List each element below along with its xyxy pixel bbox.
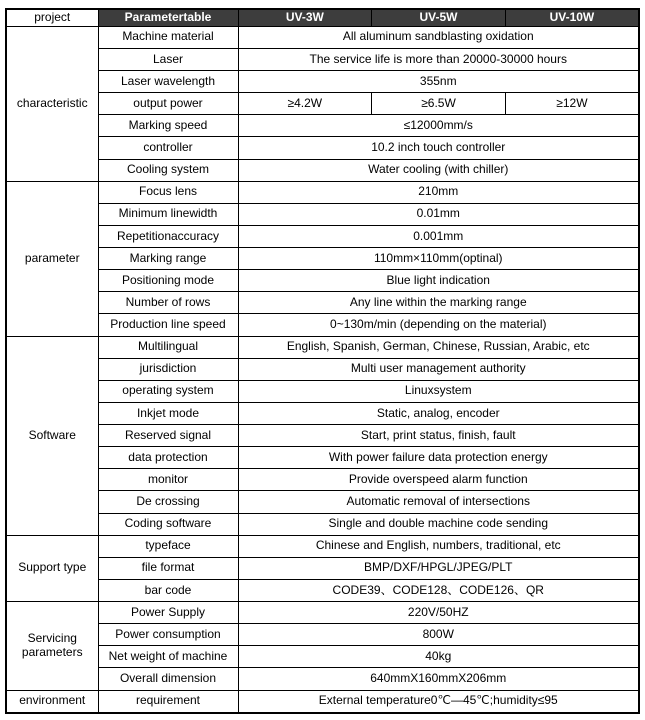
param-cell-multilingual: Multilingual — [98, 336, 238, 358]
header-row — [6, 9, 639, 26]
table-row — [6, 469, 639, 491]
param-cell-output-power: output power — [98, 93, 238, 115]
table-row — [6, 336, 639, 358]
table-row — [6, 181, 639, 203]
param-cell-power-supply: Power Supply — [98, 602, 238, 624]
value-cell-net-weight-of-machine: 40kg — [238, 646, 639, 668]
value-cell-multilingual: English, Spanish, German, Chinese, Russian, Arabic, etc — [238, 336, 639, 358]
value-cell-output-power-model-0: ≥4.2W — [238, 93, 372, 115]
value-cell-marking-speed: ≤12000mm/s — [238, 115, 639, 137]
value-cell-production-line-speed: 0~130m/min (depending on the material) — [238, 314, 639, 336]
table-row — [6, 668, 639, 690]
table-row — [6, 159, 639, 181]
spec-table — [5, 8, 640, 714]
table-row — [6, 624, 639, 646]
value-cell-repetitionaccuracy: 0.001mm — [238, 225, 639, 247]
header-model-uv-3w: UV-3W — [238, 9, 372, 26]
table-row — [6, 137, 639, 159]
table-row — [6, 248, 639, 270]
table-row — [6, 71, 639, 93]
value-cell-controller: 10.2 inch touch controller — [238, 137, 639, 159]
param-cell-bar-code: bar code — [98, 579, 238, 601]
value-cell-requirement: External temperature0℃—45℃;humidity≤95 — [238, 690, 639, 713]
table-row — [6, 225, 639, 247]
value-cell-de-crossing: Automatic removal of intersections — [238, 491, 639, 513]
table-row — [6, 402, 639, 424]
header-project: project — [6, 9, 98, 26]
param-cell-repetitionaccuracy: Repetitionaccuracy — [98, 225, 238, 247]
param-cell-laser-wavelength: Laser wavelength — [98, 71, 238, 93]
value-cell-typeface: Chinese and English, numbers, traditional, etc — [238, 535, 639, 557]
value-cell-power-consumption: 800W — [238, 624, 639, 646]
table-row — [6, 646, 639, 668]
table-row — [6, 491, 639, 513]
param-cell-data-protection: data protection — [98, 447, 238, 469]
param-cell-controller: controller — [98, 137, 238, 159]
param-cell-positioning-mode: Positioning mode — [98, 270, 238, 292]
table-row — [6, 513, 639, 535]
table-row — [6, 602, 639, 624]
value-cell-cooling-system: Water cooling (with chiller) — [238, 159, 639, 181]
header-parametertable: Parametertable — [98, 9, 238, 26]
value-cell-laser: The service life is more than 20000-30000 hours — [238, 48, 639, 70]
param-cell-jurisdiction: jurisdiction — [98, 358, 238, 380]
param-cell-number-of-rows: Number of rows — [98, 292, 238, 314]
param-cell-reserved-signal: Reserved signal — [98, 425, 238, 447]
value-cell-positioning-mode: Blue light indication — [238, 270, 639, 292]
param-cell-typeface: typeface — [98, 535, 238, 557]
header-model-uv-5w: UV-5W — [372, 9, 506, 26]
table-row — [6, 447, 639, 469]
table-row — [6, 535, 639, 557]
group-label-support-type: Support type — [6, 535, 98, 601]
value-cell-output-power-model-2: ≥12W — [505, 93, 639, 115]
param-cell-de-crossing: De crossing — [98, 491, 238, 513]
param-cell-marking-range: Marking range — [98, 248, 238, 270]
value-cell-minimum-linewidth: 0.01mm — [238, 203, 639, 225]
param-cell-laser: Laser — [98, 48, 238, 70]
group-label-parameter: parameter — [6, 181, 98, 336]
value-cell-reserved-signal: Start, print status, finish, fault — [238, 425, 639, 447]
param-cell-overall-dimension: Overall dimension — [98, 668, 238, 690]
value-cell-output-power-model-1: ≥6.5W — [372, 93, 506, 115]
value-cell-marking-range: 110mm×110mm(optinal) — [238, 248, 639, 270]
table-row — [6, 292, 639, 314]
table-row — [6, 115, 639, 137]
value-cell-inkjet-mode: Static, analog, encoder — [238, 402, 639, 424]
table-row — [6, 690, 639, 713]
value-cell-bar-code: CODE39、CODE128、CODE126、QR — [238, 579, 639, 601]
table-row — [6, 557, 639, 579]
group-label-characteristic: characteristic — [6, 26, 98, 181]
table-row — [6, 203, 639, 225]
param-cell-coding-software: Coding software — [98, 513, 238, 535]
param-cell-cooling-system: Cooling system — [98, 159, 238, 181]
value-cell-focus-lens: 210mm — [238, 181, 639, 203]
param-cell-focus-lens: Focus lens — [98, 181, 238, 203]
value-cell-machine-material: All aluminum sandblasting oxidation — [238, 26, 639, 48]
value-cell-power-supply: 220V/50HZ — [238, 602, 639, 624]
value-cell-overall-dimension: 640mmX160mmX206mm — [238, 668, 639, 690]
param-cell-file-format: file format — [98, 557, 238, 579]
param-cell-requirement: requirement — [98, 690, 238, 713]
value-cell-laser-wavelength: 355nm — [238, 71, 639, 93]
value-cell-file-format: BMP/DXF/HPGL/JPEG/PLT — [238, 557, 639, 579]
table-row — [6, 26, 639, 48]
param-cell-net-weight-of-machine: Net weight of machine — [98, 646, 238, 668]
group-label-software: Software — [6, 336, 98, 535]
param-cell-power-consumption: Power consumption — [98, 624, 238, 646]
table-row — [6, 579, 639, 601]
param-cell-machine-material: Machine material — [98, 26, 238, 48]
table-row — [6, 93, 639, 115]
param-cell-marking-speed: Marking speed — [98, 115, 238, 137]
value-cell-monitor: Provide overspeed alarm function — [238, 469, 639, 491]
value-cell-data-protection: With power failure data protection energy — [238, 447, 639, 469]
value-cell-number-of-rows: Any line within the marking range — [238, 292, 639, 314]
table-row — [6, 358, 639, 380]
group-label-environment: environment — [6, 690, 98, 713]
param-cell-inkjet-mode: Inkjet mode — [98, 402, 238, 424]
table-row — [6, 425, 639, 447]
spec-table-body — [6, 26, 639, 713]
table-row — [6, 48, 639, 70]
value-cell-coding-software: Single and double machine code sending — [238, 513, 639, 535]
table-row — [6, 270, 639, 292]
header-model-uv-10w: UV-10W — [505, 9, 639, 26]
param-cell-operating-system: operating system — [98, 380, 238, 402]
param-cell-production-line-speed: Production line speed — [98, 314, 238, 336]
value-cell-jurisdiction: Multi user management authority — [238, 358, 639, 380]
table-row — [6, 314, 639, 336]
param-cell-monitor: monitor — [98, 469, 238, 491]
group-label-servicing-parameters: Servicing parameters — [6, 602, 98, 691]
table-row — [6, 380, 639, 402]
value-cell-operating-system: Linuxsystem — [238, 380, 639, 402]
param-cell-minimum-linewidth: Minimum linewidth — [98, 203, 238, 225]
